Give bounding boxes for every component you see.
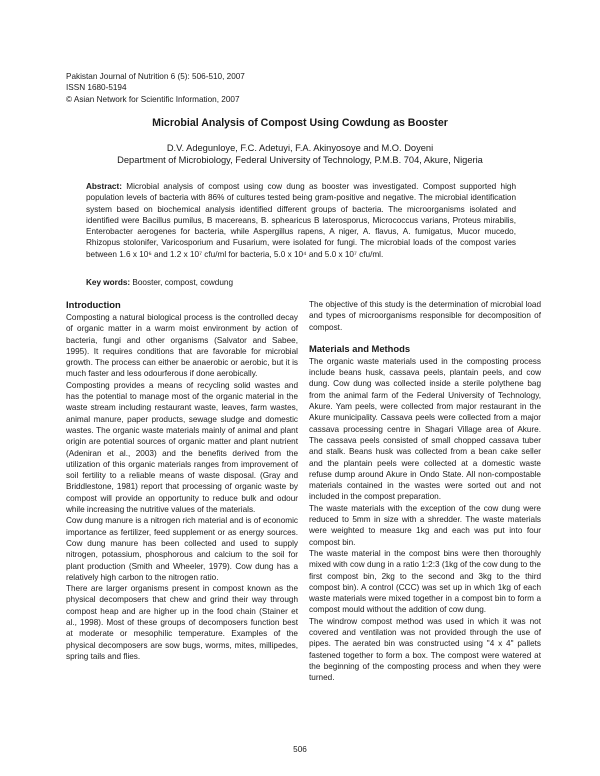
intro-paragraph-2: Composting provides a means of recycling solid wastes and has the potential to manage most of the organic material in the waste stream including restaurant waste, leaves, farm wastes, animal manure, paper products, sewage sludge and domestic wastes. The organic waste materials mainly of animal and plant origin are potential sources of organic matter and plant nutrient (Adeniran et al., 2003) and the benefits derived from the utilization of this organic materials ranges from improvement of soil fertility to a reliable means of waste disposal. (Gray and Briddlestone, 1981) report that processing of organic waste by compost will provide an opportunity to reduce bulk and odour while increasing the nutritive values of the materials. — [66, 380, 298, 515]
issn: ISSN 1680-5194 — [66, 83, 127, 93]
intro-paragraph-4: There are larger organisms present in compost known as the physical decomposers that chew and grind their way through compost heap and are higher up in the food chain (Stainer et al., 1998). Most of these groups of decomposers function best at moderate or mesophilic temperature. Examples of the physical decomposers are sow bugs, worms, mites, millipedes, spring tails and flies. — [66, 584, 298, 661]
methods-paragraph-3: The waste material in the compost bins were then thoroughly mixed with cow dung in a ratio 1:2:3 (1kg of the cow dung to the first compost bin, 2kg to the second and 3kg to the third compost bin). A control (CCC) was set up in which 1kg of each waste materials were mixed together in a compost bin to form a compost mould without the addition of cow dung. — [309, 548, 541, 615]
intro-paragraph-1: Composting a natural biological process is the controlled decay of organic matter in a warm moist environment by action of bacteria, fungi and other organisms (Salvator and Sabee, 1995). It requires conditions that are favorable for microbial growth. The process can either be anaerobic or aerobic, but it is much faster and less odourferous if done aerobically. — [66, 313, 298, 379]
intro-paragraph-3: Cow dung manure is a nitrogen rich material and is of economic importance as fertilizer, feed supplement or as energy sources. Cow dung manure has been collected and used to supply nitrogen, potassium, phosphorous and calcium to the soil for plant production (Smith and Wheeler, 1979). Cow dung has a relatively high carbon to the nitrogen ratio. — [66, 516, 298, 582]
keywords-label: Key words: — [86, 278, 131, 287]
page-number: 506 — [293, 745, 307, 754]
introduction-heading: Introduction — [66, 299, 121, 310]
journal-citation: Pakistan Journal of Nutrition 6 (5): 506-510, 2007 — [66, 72, 245, 81]
objective-paragraph: The objective of this study is the determination of microbial load and types of microorganisms responsible for decomposition of compost. — [309, 300, 541, 332]
author-block — [0, 142, 600, 166]
authors: D.V. Adegunloye, F.C. Adetuyi, F.A. Akinyosoye and M.O. Doyeni — [166, 143, 434, 153]
keywords — [86, 278, 516, 287]
copyright: © Asian Network for Scientific Information, 2007 — [66, 94, 240, 104]
right-column — [309, 299, 541, 684]
methods-heading: Materials and Methods — [309, 342, 411, 354]
abstract-text: Microbial analysis of compost using cow dung as booster was investigated. Compost supported high population levels of bacteria with 86% of cultures tested being gram-positive and negative. The microbial identification system based on biochemical analysis identified different groups of bacteria. The microorganisms isolated and identified were Bacillus pumilus, B macereans, B. sphearicus B laterosporus, Micrococcus varians, Proteus mirabilis, Enterobacter aerogenes for bacteria, while Aspergillus rapens, A niger, A. flavus, A. fumigatus, Mucor mucedo, Rhizopus stolonifer, Varicosporium and Fusarium, were isolated for fungi. The microbial loads of the compost varies between 1.6 x 10⁶ and 1.2 x 10⁷ cfu/ml for bacteria, 5.0 x 10⁴ and 5.0 x 10⁷ cfu/ml. — [86, 182, 516, 259]
methods-paragraph-4: The windrow compost method was used in which it was not covered and ventilation was not provided through the use of pipes. The aerated bin was constructed using "4 x 4" pallets fastened together to form a box. The compost were watered at the beginning of the composting process and when they were turned. — [309, 616, 541, 683]
methods-paragraph-1: The organic waste materials used in the composting process include beans husk, cassava peels, plantain peels, and cow dung. Cow dung was collected inside a sterile polythene bag from the animal farm of the Federal University of Technology, Akure. Yam peels, were collected from major restaurant in the Akure municipality. Cassava peels were collected from a major cassava processing centre in Shagari Village area of Akure. The cassava peels consisted of small chopped cassava tuber and stalk. Beans husk was collected from a bean cake seller and the plantain peels were collected at a domestic waste refuse dump around Akure in Ondo State. All non-compostable materials contained in the wastes were sorted out and not included in the compost preparation. — [309, 356, 541, 502]
methods-paragraph-2: The waste materials with the exception of the cow dung were reduced to 5mm in size with a shredder. The waste materials were weighted to measure 1kg and each was put into four compost bin. — [309, 503, 541, 547]
paper-title: Microbial Analysis of Compost Using Cowdung as Booster — [152, 117, 448, 129]
journal-header — [66, 71, 245, 105]
affiliation: Department of Microbiology, Federal University of Technology, P.M.B. 704, Akure, Nigeria — [117, 155, 483, 165]
keywords-text: Booster, compost, cowdung — [130, 278, 233, 287]
abstract — [86, 181, 516, 260]
abstract-label: Abstract: — [86, 182, 122, 191]
left-column — [66, 299, 298, 662]
